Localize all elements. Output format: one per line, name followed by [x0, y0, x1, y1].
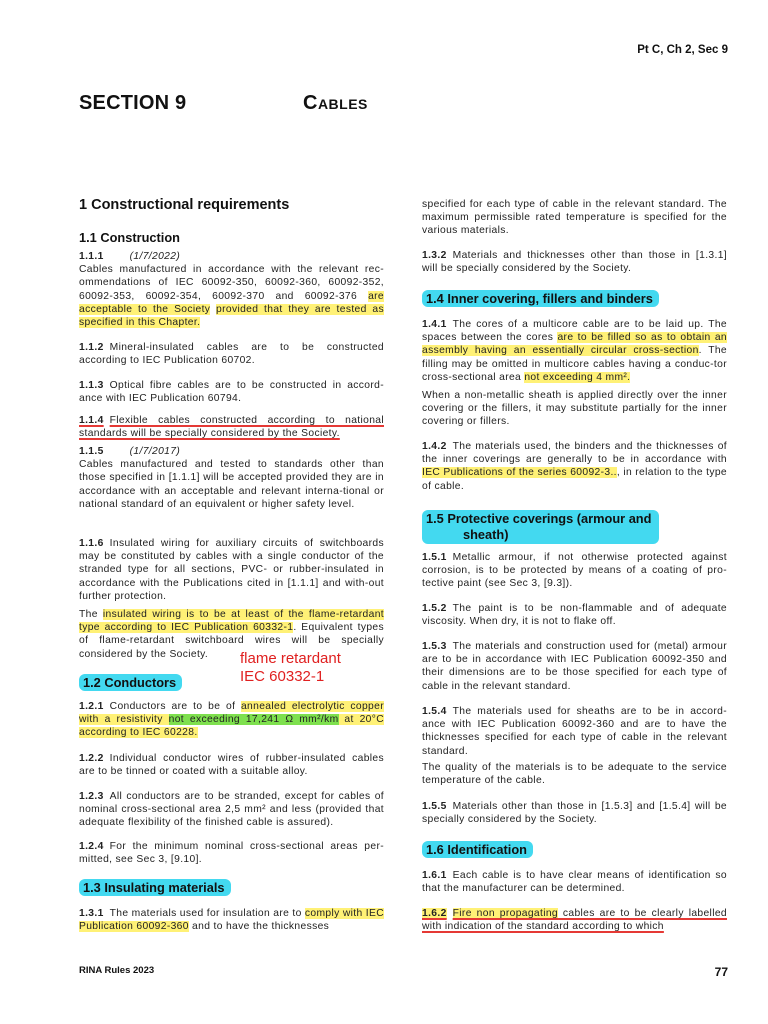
para-1-3-1-continued: specified for each type of cable in the relevant standard. The maximum permissible rated temperature is specified for the various materials.: [422, 199, 727, 237]
running-header: Pt C, Ch 2, Sec 9: [637, 44, 728, 56]
heading-identification: 1.6 Identification: [422, 842, 533, 857]
para-1-6-1: 1.6.1 Each cable is to have clear means of identification so that the manufacturer can be determined.: [422, 870, 727, 895]
para-1-5-1: 1.5.1 Metallic armour, if not otherwise protected against corrosion, is to be protected by means of a coating of pro-tective paint (see Sec 3, [9.3]).: [422, 552, 727, 590]
section-title: Cables: [303, 92, 368, 114]
handwritten-annotation-flame-retardant: flame retardant: [240, 650, 341, 667]
para-1-4-1-b: When a non-metallic sheath is applied directly over the inner covering or the fillers, it may substitute partially for the inner covering or fillers.: [422, 390, 727, 428]
heading-conductors: 1.2 Conductors: [79, 675, 182, 690]
para-1-1-6: 1.1.6 Insulated wiring for auxiliary circuits of switchboards may be constituted by cables with a single conductor of the stranded type for all sections, PVC- or rubber-insulated in accordance with the Publications cited in [1.1.1] and with-out further protection.: [79, 538, 384, 602]
heading-inner-covering: 1.4 Inner covering, fillers and binders: [422, 291, 659, 306]
para-1-3-2: 1.3.2 Materials and thicknesses other than those in [1.3.1] will be specially considered by the Society.: [422, 250, 727, 275]
footer-rules-label: RINA Rules 2023: [79, 965, 155, 976]
para-1-6-2: 1.6.2 Fire non propagating cables are to be clearly labelled with indication of the standard according to which: [422, 908, 727, 933]
heading-protective-coverings: 1.5 Protective coverings (armour and sheath): [422, 510, 659, 544]
para-1-5-4-b: The quality of the materials is to be adequate to the service temperature of the cable.: [422, 762, 727, 787]
page-number: 77: [714, 965, 728, 979]
para-1-2-3: 1.2.3 All conductors are to be stranded, except for cables of nominal cross-sectional area 2,5 mm² and less (provided that adequate flexibility of the finished cable is assured).: [79, 791, 384, 829]
heading-construction: 1.1 Construction: [79, 230, 180, 245]
para-1-1-4: 1.1.4 Flexible cables constructed according to national standards will be specially considered by the Society.: [79, 415, 384, 440]
para-1-5-5: 1.5.5 Materials other than those in [1.5.3] and [1.5.4] will be specially considered by the Society.: [422, 801, 727, 826]
handwritten-annotation-iec: IEC 60332-1: [240, 668, 325, 685]
para-1-2-1: 1.2.1 Conductors are to be of annealed electrolytic copper with a resistivity not exceeding 17,241 Ω mm²/km at 20°C according to IEC 60228.: [79, 701, 384, 739]
para-1-5-3: 1.5.3 The materials and construction used for (metal) armour are to be in accordance with IEC Publication 60092-350 and their dimensions are to be those specified for each type of cable in the relevant standard.: [422, 641, 727, 692]
para-1-1-2: 1.1.2 Mineral-insulated cables are to be constructed according to IEC Publication 60702.: [79, 342, 384, 367]
para-1-5-2: 1.5.2 The paint is to be non-flammable and of adequate viscosity. When dry, it is not to flake off.: [422, 603, 727, 628]
para-1-4-2: 1.4.2 The materials used, the binders and the thicknesses of the inner coverings are generally to be in accordance with IEC Publications of the series 60092-3.., in relation to the type of cable.: [422, 441, 727, 492]
para-1-4-1: 1.4.1 The cores of a multicore cable are to be laid up. The spaces between the cores are to be filled so as to obtain an assembly having an essentially circular cross-section. The filling may be omitted in multicore cables having a conduc-tor cross-sectional area not exceeding 4 mm².: [422, 319, 728, 383]
para-1-1-3: 1.1.3 Optical fibre cables are to be constructed in accord-ance with IEC Publication 60794.: [79, 380, 384, 405]
heading-insulating-materials: 1.3 Insulating materials: [79, 880, 231, 895]
para-1-2-4: 1.2.4 For the minimum nominal cross-sectional areas per-mitted, see Sec 3, [9.10].: [79, 841, 384, 866]
para-1-5-4: 1.5.4 The materials used for sheaths are to be in accord-ance with IEC Publication 60092-360 and are to have the thicknesses specified for each type of cable in the relevant standard.: [422, 706, 727, 757]
para-1-1-5: 1.1.5 (1/7/2017) Cables manufactured and tested to standards other than those specified in [1.1.1] will be accepted provided they are in accordance with an acceptable and relevant interna-tional or national standard of an equivalent or higher safety level.: [79, 446, 384, 510]
heading-constructional-requirements: 1 Constructional requirements: [79, 197, 290, 213]
para-1-3-1: 1.3.1 The materials used for insulation are to comply with IEC Publication 60092-360 and to have the thicknesses: [79, 908, 384, 933]
para-1-1-1: 1.1.1 (1/7/2022) Cables manufactured in accordance with the relevant rec-ommendations of IEC 60092-350, 60092-360, 60092-352, 60092-353, 60092-354, 60092-370 and 60092-376 are acceptable to the Society provided that they are tested as specified in this Chapter.: [79, 251, 384, 329]
section-label: SECTION 9: [79, 92, 187, 114]
para-1-1-6-continued: The insulated wiring is to be at least of the flame-retardant type according to IEC Publication 60332-1. Equivalent types of flame-retardant switchboard wires will be specially considered by the Society.: [79, 609, 384, 660]
para-1-2-2: 1.2.2 Individual conductor wires of rubber-insulated cables are to be tinned or coated with a suitable alloy.: [79, 753, 384, 778]
